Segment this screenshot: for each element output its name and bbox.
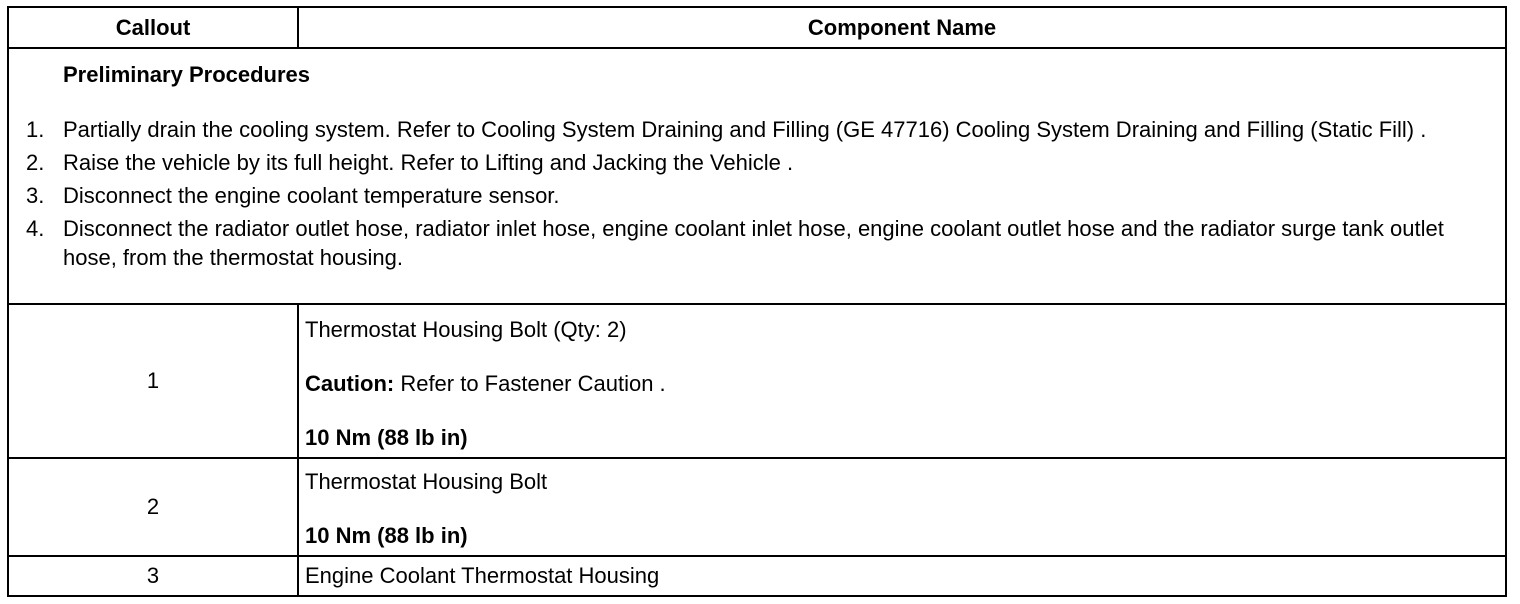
step-number: 3. <box>26 183 45 208</box>
step-text: Disconnect the radiator outlet hose, radiator inlet hose, engine coolant inlet hose, engine coolant outlet hose and the radiator surge tank outlet hose, from the thermostat housing. <box>63 216 1444 270</box>
component-cell <box>305 305 1495 457</box>
preliminary-title: Preliminary Procedures <box>63 62 311 87</box>
step-number: 4. <box>26 216 45 241</box>
step-text: Disconnect the engine coolant temperature sensor. <box>63 183 560 208</box>
callout-number: 2 <box>146 494 160 519</box>
caution-text: Refer to Fastener Caution . <box>394 371 666 396</box>
step-number: 1. <box>26 117 45 142</box>
component-cell <box>305 459 1495 555</box>
procedure-step <box>26 181 1466 210</box>
component-name: Thermostat Housing Bolt <box>305 469 548 494</box>
procedure-step <box>26 115 1466 144</box>
component-name: Engine Coolant Thermostat Housing <box>305 563 660 588</box>
procedure-step <box>26 148 1466 177</box>
step-text: Partially drain the cooling system. Refer to Cooling System Draining and Filling (GE 47716) Cooling System Draining and Filling (Static Fill) . <box>63 117 1427 142</box>
preliminary-steps <box>26 115 1466 276</box>
torque-spec: 10 Nm (88 lb in) <box>305 425 468 450</box>
header-callout: Callout <box>115 15 191 40</box>
callout-number: 1 <box>146 368 160 393</box>
caution-label: Caution: <box>305 371 395 396</box>
caution-line <box>305 371 666 397</box>
header-component-name: Component Name <box>807 15 997 40</box>
column-divider <box>297 305 299 595</box>
preliminary-procedures <box>9 48 1505 304</box>
callout-number: 3 <box>146 563 160 588</box>
torque-spec: 10 Nm (88 lb in) <box>305 523 468 548</box>
component-name: Thermostat Housing Bolt (Qty: 2) <box>305 317 627 342</box>
procedure-step <box>26 214 1466 272</box>
component-table <box>7 6 1507 597</box>
component-cell <box>305 557 1495 595</box>
header-divider <box>297 8 299 48</box>
step-text: Raise the vehicle by its full height. Refer to Lifting and Jacking the Vehicle . <box>63 150 794 175</box>
step-number: 2. <box>26 150 45 175</box>
